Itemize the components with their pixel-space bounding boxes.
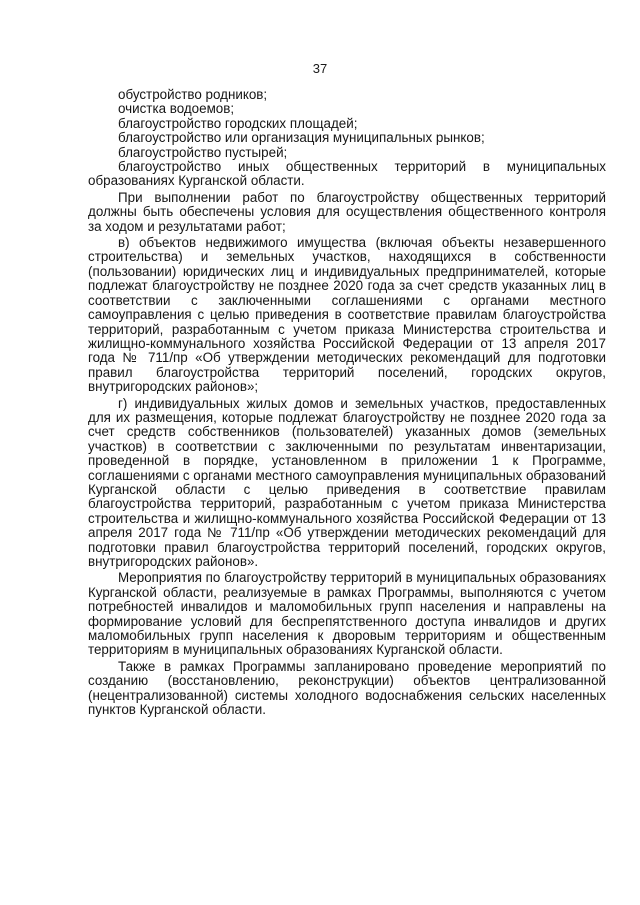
paragraph-accessibility: Мероприятия по благоустройству территорий в муниципальных образованиях Курганской области, реализуемые в рамках Программы, выполняются с учетом потребностей инвалидов и маломобильных групп населения и направлены на формирование условий для беспрепятственного доступа инвалидов и других маломобильных групп населения к дворовым территориям и общественным территориям в муниципальных образованиях Курганской области. — [88, 570, 606, 658]
paragraph-item-g-private-houses: г) индивидуальных жилых домов и земельных участков, предоставленных для их размещения, которые подлежат благоустройству не позднее 2020 года за счет средств собственников (пользователей) указанных домов (земельных участков) в соответствии с заключенными по результатам инвентаризации, проведенной в порядке, установленном в приложении 1 к Программе, соглашениями с органами местного самоуправления муниципальных образований Курганской области с целью приведения в соответствие правилам благоустройства территорий, разработанным с учетом приказа Министерства строительства и жилищно-коммунального хозяйства Российской Федерации от 13 апреля 2017 года № 711/пр «Об утверждении методических рекомендаций для подготовки правил благоустройства территорий поселений, городских округов, внутригородских районов». — [88, 395, 607, 569]
list-item-ponds: очистка водоемов; — [118, 101, 235, 117]
list-item-other-territories: благоустройство иных общественных территорий в муниципальных образованиях Курганской области. — [88, 159, 606, 189]
list-item-markets: благоустройство или организация муниципальных рынков; — [118, 130, 485, 146]
list-item-wastelands: благоустройство пустырей; — [118, 144, 288, 160]
paragraph-water-supply: Также в рамках Программы запланировано проведение мероприятий по созданию (восстановлению, реконструкции) объектов централизованной (нецентрализованной) системы холодного водоснабжения сельских населенных пунктов Курганской области. — [88, 658, 606, 718]
list-item-squares: благоустройство городских площадей; — [118, 115, 358, 131]
list-item-springs: обустройство родников; — [118, 87, 268, 102]
paragraph-item-v-real-estate: в) объектов недвижимого имущества (включая объекты незавершенного строительства) и земельных участков, находящихся в собственности (пользовании) юридических лиц и индивидуальных предпринимателей, которые подлежат благоустройству не позднее 2020 года за счет средств указанных лиц в соответствии с заключенными соглашениями с органами местного самоуправления с целью приведения в соответствие правилам благоустройства территорий, разработанным с учетом приказа Министерства строительства и жилищно-коммунального хозяйства Российской Федерации от 13 апреля 2017 года № 711/пр «Об утверждении методических рекомендаций для подготовки правил благоустройства территорий поселений, городских округов, внутригородских районов»; — [88, 235, 606, 395]
paragraph-public-control: При выполнении работ по благоустройству общественных территорий должны быть обеспечены условия для осуществления общественного контроля за ходом и результатами работ; — [88, 189, 606, 234]
page-number: 37 — [312, 61, 328, 76]
document-body — [88, 88, 606, 717]
